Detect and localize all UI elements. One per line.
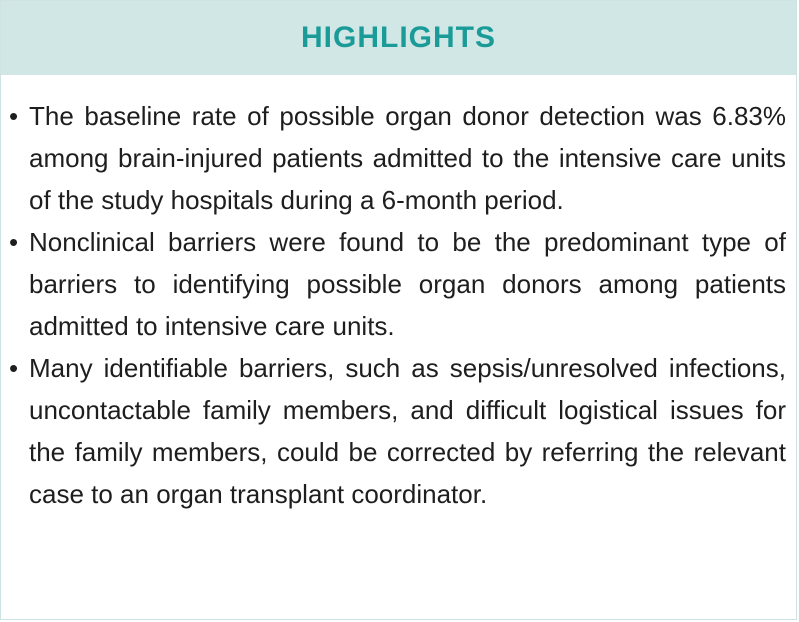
highlight-text: Many identifiable barriers, such as sepsis/unresolved infections, uncontactable family members, and difficult logistical issues for the family members, could be corrected by referring the relevant case to an organ transplant coordinator.: [29, 353, 786, 509]
highlight-text: The baseline rate of possible organ donor detection was 6.83% among brain-injured patients admitted to the intensive care units of the study hospitals during a 6-month period.: [29, 101, 786, 215]
highlights-list: [1, 75, 796, 515]
highlight-item-detection-rate: [1, 95, 796, 221]
highlights-title: HIGHLIGHTS: [301, 21, 496, 54]
bullet-icon: •: [9, 227, 19, 257]
bullet-icon: •: [9, 353, 19, 383]
bullet-icon: •: [9, 101, 19, 131]
highlight-item-nonclinical-barriers: [1, 221, 796, 347]
highlight-item-identifiable-barriers: [1, 347, 796, 515]
highlight-text: Nonclinical barriers were found to be the predominant type of barriers to identifying possible organ donors among patients admitted to intensive care units.: [29, 227, 786, 341]
highlights-header: [1, 1, 796, 75]
